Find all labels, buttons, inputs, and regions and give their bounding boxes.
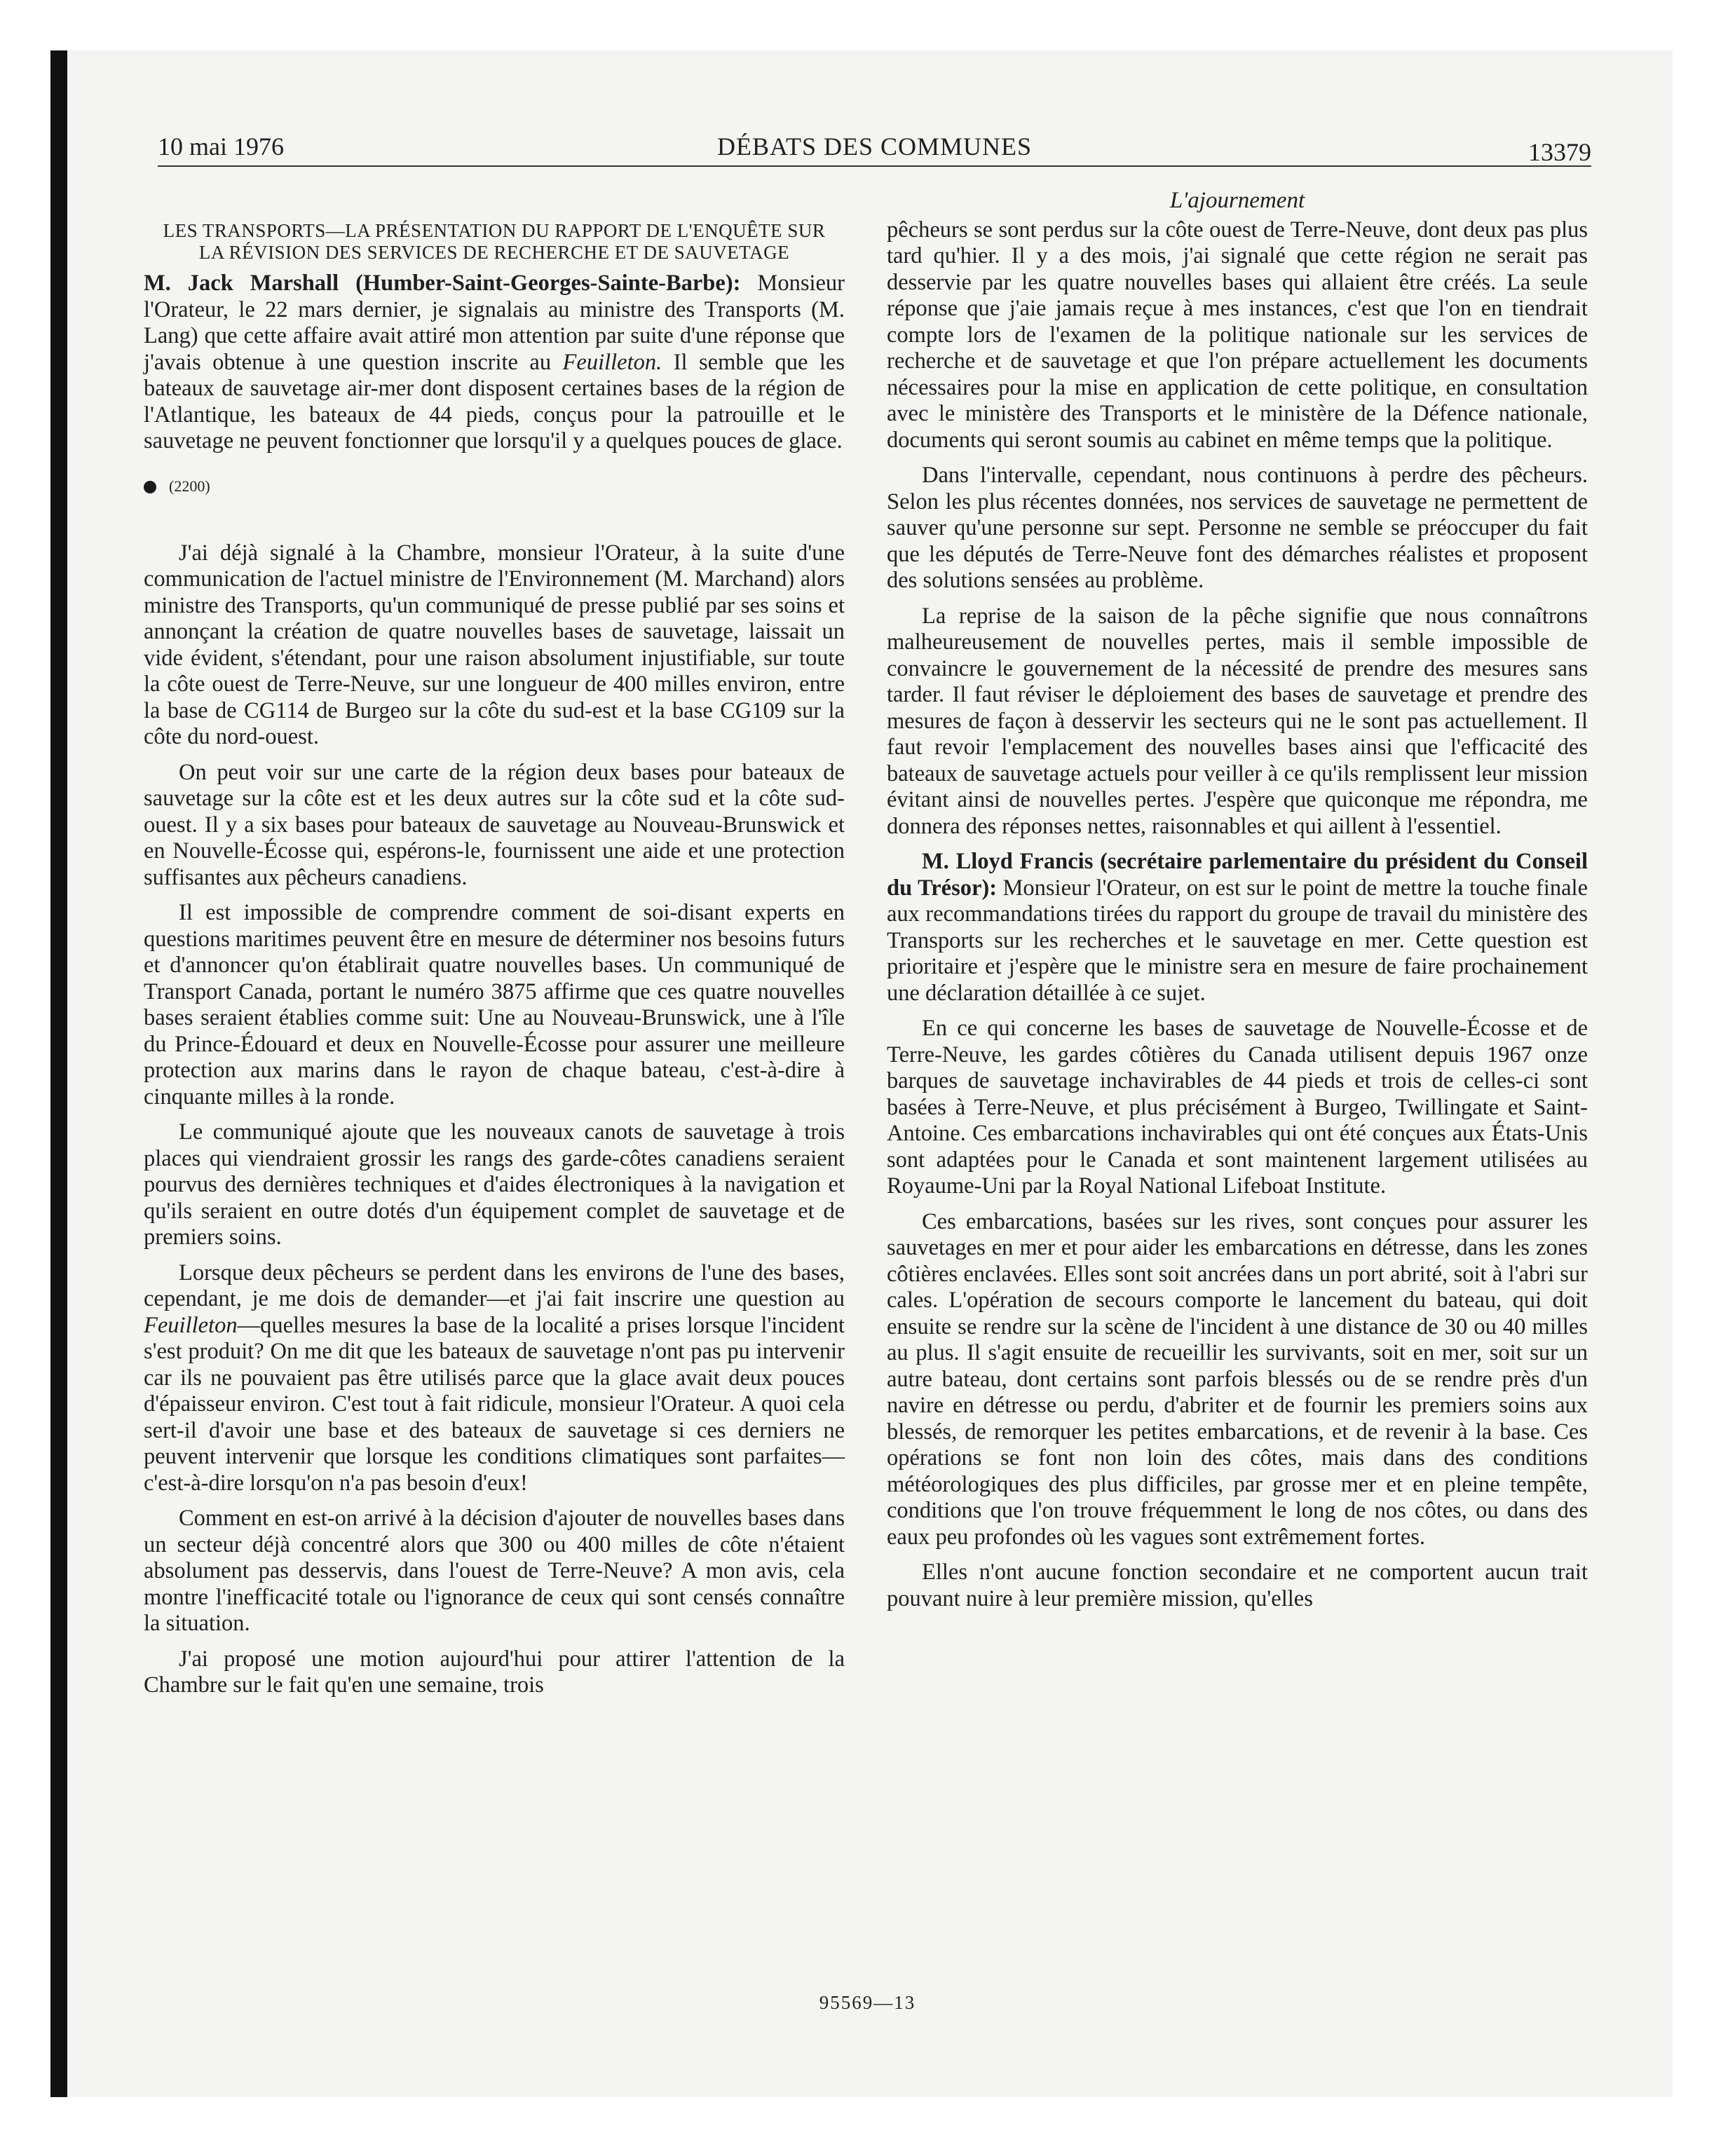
paragraph: En ce qui concerne les bases de sauvetage de Nouvelle-Écosse et de Terre-Neuve, les gardes côtières du Canada utilisent depuis 1967 onze barques de sauvetage inchavirables de 44 pieds et trois de celles-ci sont basées à Terre-Neuve, et plus précisément à Burgeo, Twillingate et Saint-Antoine. Ces embarcations inchavirables qui ont été conçues aux États-Unis sont adaptées pour le Canada et sont maintenent largement utilisées au Royaume-Uni par la Royal National Lifeboat Institute. — [887, 1016, 1588, 1199]
header-date: 10 mai 1976 — [158, 132, 284, 161]
paragraph: Comment en est-on arrivé à la décision d'ajouter de nouvelles bases dans un secteur déjà concentré alors que 300 ou 400 milles de côte n'étaient absolument pas desservis, dans l'ouest de Terre-Neuve? A mon avis, cela montre l'inefficacité totale ou l'ignorance de ceux qui sont censés connaître la situation. — [144, 1506, 845, 1636]
paragraph: Il est impossible de comprendre comment de soi-disant experts en questions maritimes peuvent être en mesure de déterminer nos besoins futurs et d'annoncer qu'on établirait quatre nouvelles bases. Un communiqué de Transport Canada, portant le numéro 3875 affirme que ces quatre nouvelles bases seraient établies comme suit: Une au Nouveau-Brunswick, une à l'île du Prince-Édouard et deux en Nouvelle-Écosse pour assurer une meilleure protection aux marins dans le rayon de chaque bateau, c'est-à-dire à cinquante milles à la ronde. — [144, 900, 845, 1110]
section-title: LES TRANSPORTS—LA PRÉSENTATION DU RAPPORT DE L'ENQUÊTE SUR LA RÉVISION DES SERVICES DE RECHERCHE ET DE SAUVETAGE — [163, 220, 826, 263]
paragraph: Elles n'ont aucune fonction secondaire et ne comportent aucun trait pouvant nuire à leur première mission, qu'elles — [887, 1560, 1588, 1611]
footer-code: 95569—13 — [819, 1992, 916, 2013]
scan-edge — [50, 50, 67, 2097]
running-head — [158, 132, 1591, 167]
header-page-number: 13379 — [1528, 138, 1591, 166]
speaker-name: M. Lloyd Francis (secrétaire parlementaire du président du Conseil du Trésor): — [887, 849, 1588, 901]
paragraph: Lorsque deux pêcheurs se perdent dans les environs de l'une des bases, cependant, je me dois de demander—et j'ai fait inscrire une question au Feuilleton—quelles mesures la base de la localité a prises lorsque l'incident s'est produit? On me dit que les bateaux de sauvetage n'ont pas pu intervenir car ils ne pouvaient pas être utilisés parce que la glace avait deux pouces d'épaisseur environ. C'est tout à fait ridicule, monsieur l'Orateur. A quoi cela sert-il d'avoir une base et des bateaux de sauvetage si ces derniers ne peuvent intervenir que lorsque les conditions climatiques sont parfaites—c'est-à-dire lorsqu'on n'a pas besoin d'eux! — [144, 1260, 845, 1496]
paragraph: pêcheurs se sont perdus sur la côte ouest de Terre-Neuve, dont deux pas plus tard qu'hier. Il y a des mois, j'ai signalé que cette région ne serait pas desservie par les quatre nouvelles bases qui allaient être créés. La seule réponse que j'aie jamais reçue à mes instances, c'est que l'on en tiendrait compte lors de l'examen de la politique nationale sur les services de recherche et de sauvetage et que l'on prépare actuellement les documents nécessaires pour la mise en application de cette politique, en consultation avec le ministère des Transports et le ministère de la Défence nationale, documents qui seront soumis au cabinet en même temps que la politique. — [887, 217, 1588, 453]
continuation-heading: L'ajournement — [1169, 188, 1305, 213]
paragraph: J'ai proposé une motion aujourd'hui pour attirer l'attention de la Chambre sur le fait qu'en une semaine, trois — [144, 1646, 845, 1698]
bullet-dot-icon — [144, 481, 156, 493]
paragraph: On peut voir sur une carte de la région deux bases pour bateaux de sauvetage sur la côte est et les deux autres sur la côte sud et la côte sud-ouest. Il y a six bases pour bateaux de sauvetage au Nouveau-Brunswick et en Nouvelle-Écosse qui, espérons-le, fournissent une aide et une protection suffisantes aux pêcheurs canadiens. — [144, 759, 845, 890]
paragraph: J'ai déjà signalé à la Chambre, monsieur l'Orateur, à la suite d'une communication de l'actuel ministre de l'Environnement (M. Marchand) alors ministre des Transports, qu'un communiqué de presse publié par ses soins et annonçant la création de quatre nouvelles bases de sauvetage, laissait un vide évident, s'étendant, pour une raison absolument injustifiable, sur toute la côte ouest de Terre-Neuve, sur une longueur de 400 milles environ, entre la base de CG114 de Burgeo sur la côte du sud-est et la base CG109 sur la côte du nord-ouest. — [144, 540, 845, 749]
paragraph: Ces embarcations, basées sur les rives, sont conçues pour assurer les sauvetages en mer et pour aider les embarcations en détresse, dans les zones côtières enclavées. Elles sont soit ancrées dans un port abrité, soit à l'abri sur cales. L'opération de secours comporte le lancement du bateau, qui doit ensuite se rendre sur la scène de l'incident à une distance de 30 ou 40 milles au plus. Il s'agit ensuite de recueillir les survivants, soit en mer, soit sur un autre bateau, dont certains sont parfois blessés ou de se rendre près d'un navire en détresse ou perdu, d'abriter et de fournir les premiers soins aux blessés, de remorquer les petites embarcations, et de revenir à la base. Ces opérations se font non loin des côtes, mais dans des conditions météorologiques des plus difficiles, par grosse mer et en pleine tempête, conditions que l'on trouve fréquemment le long de nos côtes, ou dans des eaux peu profondes où les vagues sont extrêmement fortes. — [887, 1208, 1588, 1550]
left-column — [144, 191, 845, 1708]
paragraph: Le communiqué ajoute que les nouveaux canots de sauvetage à trois places qui viendraient grossir les rangs des garde-côtes canadiens seraient pourvus des dernières techniques et d'aides électroniques à la navigation et qu'ils seraient en outre dotés d'un équipement complet de sauvetage et de premiers soins. — [144, 1119, 845, 1250]
time-marker: (2200) — [144, 476, 845, 497]
right-column — [887, 188, 1588, 1621]
paragraph: Dans l'intervalle, cependant, nous continuons à perdre des pêcheurs. Selon les plus récentes données, nos services de sauvetage ne permettent de sauver qu'une personne sur sept. Personne ne semble se préoccuper du fait que les députés de Terre-Neuve font des démarches réalistes et proposent des solutions sensées au problème. — [887, 463, 1588, 593]
header-title: DÉBATS DES COMMUNES — [716, 132, 1033, 161]
paragraph: M. Jack Marshall (Humber-Saint-Georges-Sainte-Barbe): Monsieur l'Orateur, le 22 mars dernier, je signalais au ministre des Transports (M. Lang) que cette affaire avait attiré mon attention par suite d'une réponse que j'avais obtenue à une question inscrite au Feuilleton. Il semble que les bateaux de sauvetage air-mer dont disposent certaines bases de la région de l'Atlantique, les bateaux de 44 pieds, conçus pour la patrouille et le sauvetage ne peuvent fonctionner que lorsqu'il y a quelques pouces de glace. — [144, 271, 845, 453]
speaker-name: M. Jack Marshall (Humber-Saint-Georges-Sainte-Barbe): — [144, 271, 741, 296]
paragraph: La reprise de la saison de la pêche signifie que nous connaîtrons malheureusement de nouvelles pertes, mais il semble impossible de convaincre le gouvernement de la nécessité de prendre des mesures sans tarder. Il faut réviser le déploiement des bases de sauvetage et prendre des mesures de façon à desservir les secteurs qui ne le sont pas actuellement. Il faut revoir l'emplacement des nouvelles bases ainsi que l'efficacité des bateaux de sauvetage actuels pour veiller à ce qu'ils remplissent leur mission évitant ainsi de nouvelles pertes. J'espère que quiconque me répondra, me donnera des réponses nettes, raisonnables et qui aillent à l'essentiel. — [887, 603, 1588, 839]
paragraph: M. Lloyd Francis (secrétaire parlementaire du président du Conseil du Trésor): Monsieur l'Orateur, on est sur le point de mettre la touche finale aux recommandations tirées du rapport du groupe de travail du ministère des Transports sur les recherches et le sauvetage en mer. Cette question est prioritaire et j'espère que le ministre sera en mesure de faire prochainement une déclaration détaillée à ce sujet. — [887, 849, 1588, 1006]
